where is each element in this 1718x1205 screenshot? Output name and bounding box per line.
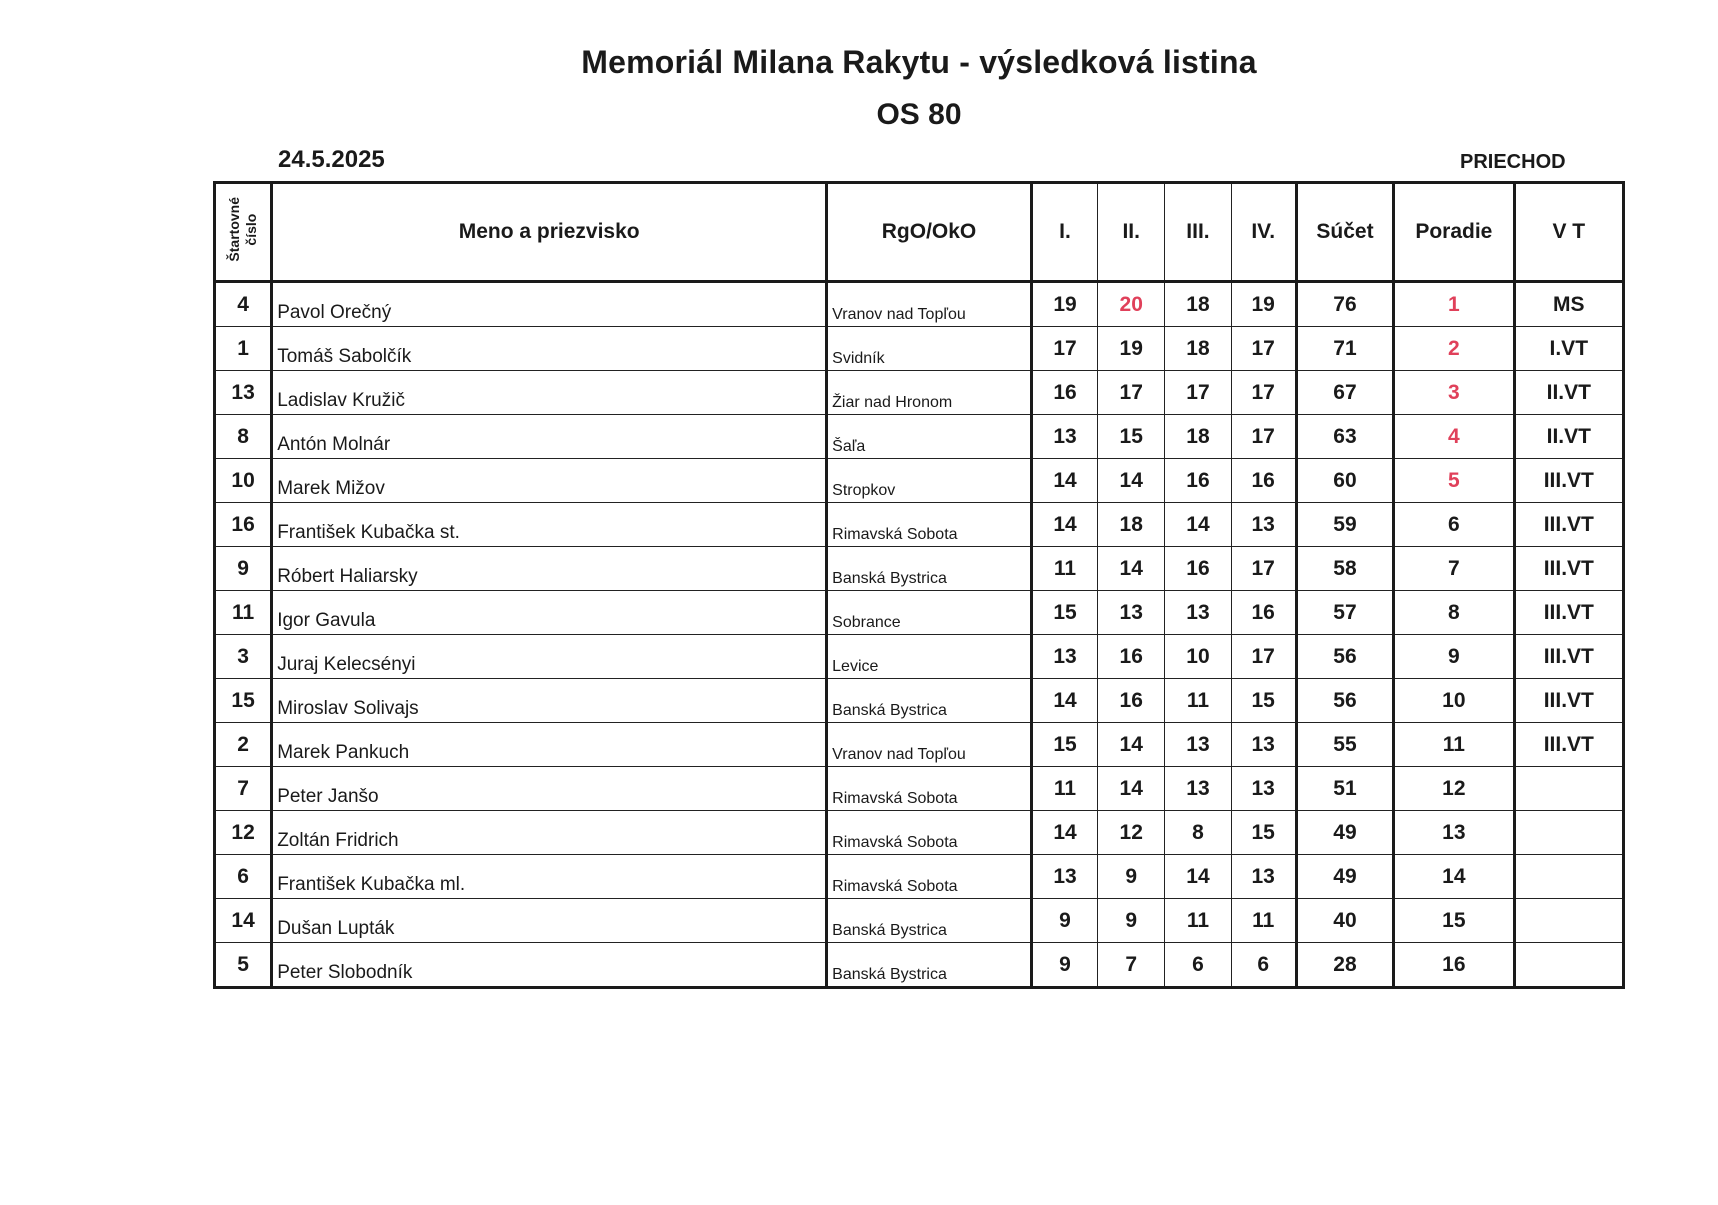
round-1-cell: 14 [1031,811,1097,855]
club-cell: Banská Bystrica [827,679,1032,723]
round-3-cell: 16 [1165,547,1231,591]
rank-cell: 12 [1394,767,1514,811]
name-cell: František Kubačka ml. [272,855,827,899]
category-subtitle: OS 80 [876,98,962,131]
round-4-cell: 17 [1231,635,1296,679]
table-row [215,723,1624,767]
club-cell: Rimavská Sobota [827,811,1032,855]
round-1-cell: 11 [1031,547,1097,591]
rank-cell: 10 [1394,679,1514,723]
round-2-cell: 7 [1098,943,1165,988]
round-3-cell: 18 [1165,327,1231,371]
round-3-cell: 10 [1165,635,1231,679]
club-cell: Rimavská Sobota [827,503,1032,547]
round-4-cell: 6 [1231,943,1296,988]
round-2-cell: 18 [1098,503,1165,547]
sum-cell: 49 [1296,855,1393,899]
vt-cell: III.VT [1514,459,1623,503]
table-row [215,899,1624,943]
vt-cell: MS [1514,282,1623,327]
rank-cell: 9 [1394,635,1514,679]
round-3-cell: 11 [1165,679,1231,723]
vt-cell: III.VT [1514,503,1623,547]
round-3-cell: 13 [1165,723,1231,767]
sum-cell: 56 [1296,635,1393,679]
table-row [215,415,1624,459]
round-2-cell: 12 [1098,811,1165,855]
sum-cell: 71 [1296,327,1393,371]
table-row [215,459,1624,503]
start-number-cell: 14 [215,899,272,943]
results-table [213,181,1625,989]
round-1-cell: 9 [1031,899,1097,943]
round-2-cell: 17 [1098,371,1165,415]
round-2-cell: 14 [1098,767,1165,811]
name-cell: Peter Slobodník [272,943,827,988]
round-3-cell: 13 [1165,767,1231,811]
start-number-cell: 5 [215,943,272,988]
vt-cell: II.VT [1514,415,1623,459]
club-cell: Banská Bystrica [827,547,1032,591]
vt-cell [1514,767,1623,811]
club-cell: Levice [827,635,1032,679]
round-1-cell: 15 [1031,723,1097,767]
header-name: Meno a priezvisko [272,183,827,282]
vt-cell [1514,811,1623,855]
sum-cell: 55 [1296,723,1393,767]
rank-cell: 16 [1394,943,1514,988]
start-number-cell: 8 [215,415,272,459]
club-cell: Svidník [827,327,1032,371]
start-number-cell: 3 [215,635,272,679]
round-2-cell: 9 [1098,899,1165,943]
vt-cell [1514,899,1623,943]
table-row [215,503,1624,547]
results-body [215,282,1624,988]
round-1-cell: 13 [1031,415,1097,459]
round-4-cell: 17 [1231,415,1296,459]
start-number-cell: 6 [215,855,272,899]
club-cell: Rimavská Sobota [827,855,1032,899]
name-cell: Juraj Kelecsényi [272,635,827,679]
round-1-cell: 17 [1031,327,1097,371]
rank-cell: 15 [1394,899,1514,943]
round-3-cell: 18 [1165,282,1231,327]
header-start-number: Štartovné číslo [215,183,272,282]
name-cell: Peter Janšo [272,767,827,811]
sum-cell: 59 [1296,503,1393,547]
round-2-cell: 14 [1098,459,1165,503]
table-row [215,371,1624,415]
name-cell: Tomáš Sabolčík [272,327,827,371]
sum-cell: 57 [1296,591,1393,635]
sum-cell: 51 [1296,767,1393,811]
round-2-cell: 16 [1098,679,1165,723]
round-1-cell: 14 [1031,679,1097,723]
round-4-cell: 15 [1231,679,1296,723]
sum-cell: 58 [1296,547,1393,591]
table-row [215,327,1624,371]
name-cell: Igor Gavula [272,591,827,635]
round-2-cell: 14 [1098,723,1165,767]
round-3-cell: 11 [1165,899,1231,943]
round-2-cell: 14 [1098,547,1165,591]
table-row [215,855,1624,899]
vt-cell: III.VT [1514,679,1623,723]
round-1-cell: 15 [1031,591,1097,635]
round-4-cell: 13 [1231,767,1296,811]
name-cell: Marek Pankuch [272,723,827,767]
event-date: 24.5.2025 [278,146,385,173]
rank-cell: 3 [1394,371,1514,415]
rank-cell: 4 [1394,415,1514,459]
round-1-cell: 9 [1031,943,1097,988]
club-cell: Šaľa [827,415,1032,459]
header-round-3: III. [1165,183,1231,282]
start-number-cell: 2 [215,723,272,767]
round-2-cell: 20 [1098,282,1165,327]
name-cell: Dušan Lupták [272,899,827,943]
round-1-cell: 13 [1031,635,1097,679]
rank-cell: 11 [1394,723,1514,767]
rank-cell: 2 [1394,327,1514,371]
round-2-cell: 19 [1098,327,1165,371]
club-cell: Vranov nad Topľou [827,723,1032,767]
name-cell: František Kubačka st. [272,503,827,547]
round-3-cell: 17 [1165,371,1231,415]
table-row [215,679,1624,723]
table-row [215,591,1624,635]
header-sum: Súčet [1296,183,1393,282]
sum-cell: 40 [1296,899,1393,943]
club-cell: Banská Bystrica [827,899,1032,943]
club-cell: Sobrance [827,591,1032,635]
club-cell: Stropkov [827,459,1032,503]
table-row [215,767,1624,811]
start-number-cell: 15 [215,679,272,723]
rank-cell: 6 [1394,503,1514,547]
start-number-cell: 11 [215,591,272,635]
round-1-cell: 16 [1031,371,1097,415]
round-3-cell: 16 [1165,459,1231,503]
round-4-cell: 11 [1231,899,1296,943]
vt-cell: III.VT [1514,635,1623,679]
round-3-cell: 14 [1165,503,1231,547]
rank-cell: 5 [1394,459,1514,503]
sum-cell: 49 [1296,811,1393,855]
round-1-cell: 19 [1031,282,1097,327]
vt-cell [1514,943,1623,988]
vt-cell: III.VT [1514,723,1623,767]
round-4-cell: 16 [1231,459,1296,503]
table-row [215,635,1624,679]
document-title: Memoriál Milana Rakytu - výsledková listina [581,44,1257,80]
start-number-cell: 13 [215,371,272,415]
vt-cell [1514,855,1623,899]
vt-cell: III.VT [1514,591,1623,635]
club-cell: Rimavská Sobota [827,767,1032,811]
rank-cell: 1 [1394,282,1514,327]
header-round-4: IV. [1231,183,1296,282]
table-row [215,943,1624,988]
round-4-cell: 15 [1231,811,1296,855]
round-3-cell: 13 [1165,591,1231,635]
sum-cell: 67 [1296,371,1393,415]
round-1-cell: 14 [1031,459,1097,503]
name-cell: Miroslav Solivajs [272,679,827,723]
start-number-cell: 9 [215,547,272,591]
vt-cell: III.VT [1514,547,1623,591]
start-number-cell: 4 [215,282,272,327]
name-cell: Róbert Haliarsky [272,547,827,591]
round-4-cell: 17 [1231,327,1296,371]
round-4-cell: 13 [1231,723,1296,767]
competition-mode: PRIECHOD [1460,151,1566,173]
table-row [215,811,1624,855]
round-3-cell: 6 [1165,943,1231,988]
name-cell: Antón Molnár [272,415,827,459]
round-3-cell: 18 [1165,415,1231,459]
round-1-cell: 14 [1031,503,1097,547]
header-row [215,183,1624,282]
start-number-cell: 16 [215,503,272,547]
start-number-cell: 7 [215,767,272,811]
start-number-cell: 12 [215,811,272,855]
round-2-cell: 13 [1098,591,1165,635]
round-1-cell: 11 [1031,767,1097,811]
round-4-cell: 13 [1231,855,1296,899]
sum-cell: 60 [1296,459,1393,503]
sum-cell: 76 [1296,282,1393,327]
header-round-1: I. [1031,183,1097,282]
rank-cell: 14 [1394,855,1514,899]
vt-cell: I.VT [1514,327,1623,371]
table-row [215,547,1624,591]
sum-cell: 63 [1296,415,1393,459]
name-cell: Pavol Orečný [272,282,827,327]
rank-cell: 13 [1394,811,1514,855]
start-number-cell: 10 [215,459,272,503]
name-cell: Zoltán Fridrich [272,811,827,855]
vt-cell: II.VT [1514,371,1623,415]
sum-cell: 28 [1296,943,1393,988]
header-club: RgO/OkO [827,183,1032,282]
round-2-cell: 15 [1098,415,1165,459]
header-rank: Poradie [1394,183,1514,282]
table-row [215,282,1624,327]
round-4-cell: 16 [1231,591,1296,635]
name-cell: Ladislav Kružič [272,371,827,415]
round-2-cell: 9 [1098,855,1165,899]
header-vt: V T [1514,183,1623,282]
start-number-cell: 1 [215,327,272,371]
round-2-cell: 16 [1098,635,1165,679]
round-3-cell: 14 [1165,855,1231,899]
round-3-cell: 8 [1165,811,1231,855]
rank-cell: 8 [1394,591,1514,635]
rank-cell: 7 [1394,547,1514,591]
round-1-cell: 13 [1031,855,1097,899]
sum-cell: 56 [1296,679,1393,723]
header-round-2: II. [1098,183,1165,282]
club-cell: Banská Bystrica [827,943,1032,988]
round-4-cell: 17 [1231,547,1296,591]
round-4-cell: 17 [1231,371,1296,415]
name-cell: Marek Mižov [272,459,827,503]
round-4-cell: 19 [1231,282,1296,327]
club-cell: Žiar nad Hronom [827,371,1032,415]
club-cell: Vranov nad Topľou [827,282,1032,327]
round-4-cell: 13 [1231,503,1296,547]
